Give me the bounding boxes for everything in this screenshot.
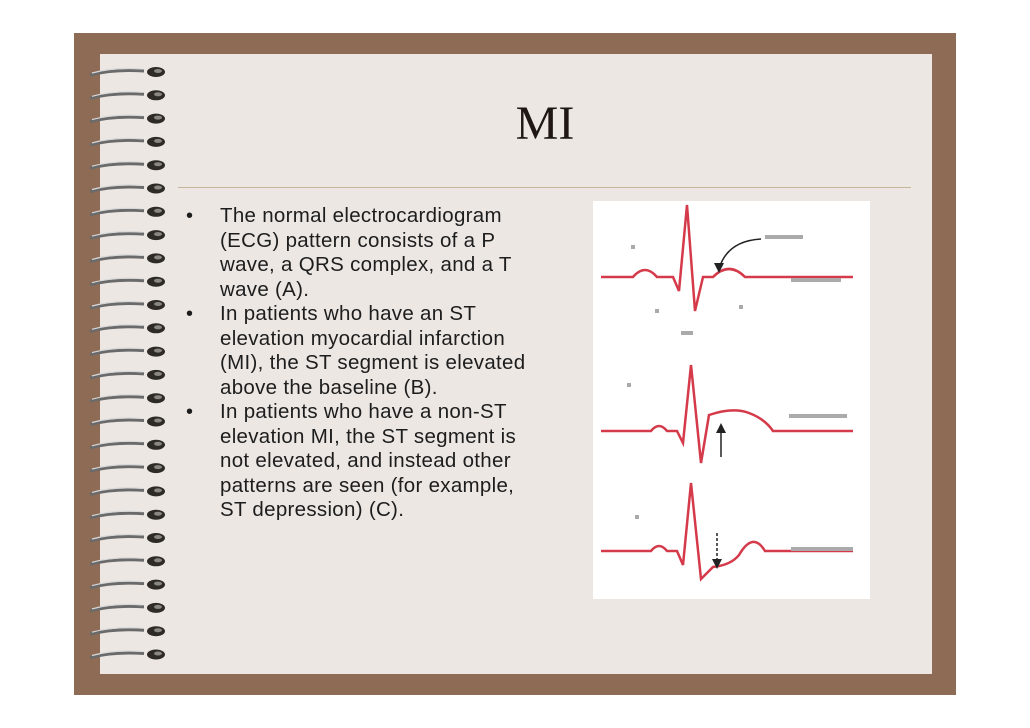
label-mark [681,331,693,335]
label-mark [655,309,659,313]
binding-ring [90,486,165,496]
st-arrow-icon [719,239,761,269]
label-mark [631,245,635,249]
slide-title: MI [515,97,575,150]
ecg-trace-normal [601,205,853,311]
ecg-panel-a [601,205,853,335]
ecg-panel-c [601,483,853,579]
label-mark [791,278,841,282]
binding-ring [90,184,165,194]
binding-ring [90,277,165,287]
bullet-item [184,204,544,302]
binding-ring [90,440,165,450]
binding-ring [90,556,165,566]
binding-ring [90,323,165,333]
binding-ring [90,510,165,520]
label-mark [635,515,639,519]
binding-ring [90,67,165,77]
label-mark [791,547,853,551]
ecg-panel-b [601,365,853,463]
binding-ring [90,463,165,473]
binding-ring [90,533,165,543]
label-mark [765,235,803,239]
binding-ring [90,137,165,147]
label-mark [739,305,743,309]
binding-ring [90,230,165,240]
binding-ring [90,417,165,427]
bullet-list [184,204,544,523]
binding-ring [90,114,165,124]
binding-ring [90,650,165,660]
binding-ring [90,207,165,217]
ecg-trace-st-depression [601,483,853,579]
bullet-item [184,302,544,400]
bullet-dot-icon: • [186,303,194,325]
binding-ring [90,160,165,170]
binding-ring [90,393,165,403]
bullet-item [184,400,544,523]
bullet-text: In patients who have an ST elevation myocardial infarction (MI), the ST segment is elevated above the baseline (B). [220,302,526,399]
label-mark [789,414,847,418]
binding-ring [90,90,165,100]
bullet-text: The normal electrocardiogram (ECG) pattern consists of a P wave, a QRS complex, and a T wave (A). [220,204,512,301]
binding-ring [90,626,165,636]
binding-ring [90,370,165,380]
bullet-text: In patients who have a non-ST elevation MI, the ST segment is not elevated, and instead other patterns are seen (for example, ST depression) (C). [220,400,517,521]
label-mark [627,383,631,387]
title-divider [178,187,911,188]
binding-ring [90,300,165,310]
ecg-figure [593,201,870,599]
ecg-diagram [593,201,870,599]
binding-ring [90,347,165,357]
spiral-binding [84,60,184,680]
binding-ring [90,580,165,590]
bullet-dot-icon: • [186,401,194,423]
bullet-dot-icon: • [186,205,194,227]
binding-ring [90,603,165,613]
binding-ring [90,253,165,263]
